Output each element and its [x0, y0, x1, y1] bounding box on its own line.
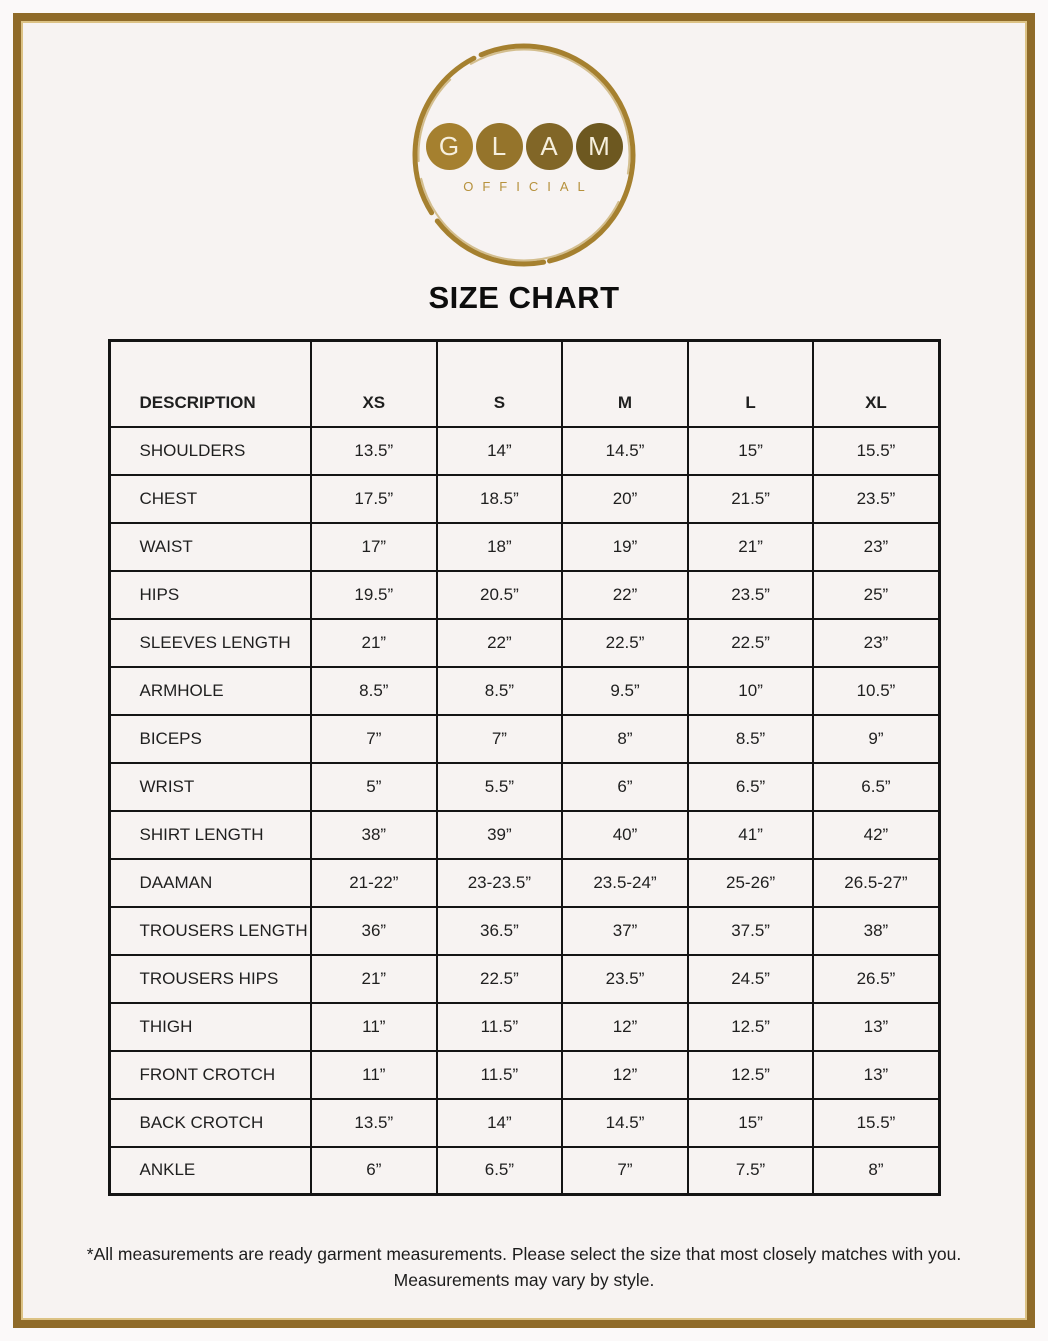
table-row — [109, 427, 939, 475]
measurement-value: 7.5” — [688, 1147, 814, 1195]
measurement-value: 26.5” — [813, 955, 939, 1003]
table-row — [109, 1147, 939, 1195]
measurement-value: 12” — [562, 1051, 688, 1099]
table-row — [109, 763, 939, 811]
measurement-value: 17” — [311, 523, 437, 571]
measurement-label: SHOULDERS — [109, 427, 311, 475]
measurement-value: 22.5” — [688, 619, 814, 667]
measurement-value: 25” — [813, 571, 939, 619]
measurement-value: 13” — [813, 1051, 939, 1099]
measurement-value: 7” — [562, 1147, 688, 1195]
measurement-value: 11.5” — [437, 1051, 563, 1099]
measurement-value: 11” — [311, 1051, 437, 1099]
column-header: S — [437, 341, 563, 427]
measurement-value: 14.5” — [562, 427, 688, 475]
measurement-value: 9” — [813, 715, 939, 763]
measurement-value: 11.5” — [437, 1003, 563, 1051]
measurement-value: 6” — [311, 1147, 437, 1195]
measurement-label: DAAMAN — [109, 859, 311, 907]
table-row — [109, 475, 939, 523]
measurement-value: 6” — [562, 763, 688, 811]
measurement-value: 9.5” — [562, 667, 688, 715]
column-header: M — [562, 341, 688, 427]
measurement-value: 20” — [562, 475, 688, 523]
measurement-value: 12.5” — [688, 1051, 814, 1099]
table-row — [109, 523, 939, 571]
measurement-label: CHEST — [109, 475, 311, 523]
logo-letter-circle: A — [526, 123, 573, 170]
measurement-value: 23.5-24” — [562, 859, 688, 907]
measurement-value: 8” — [562, 715, 688, 763]
logo-letters — [408, 123, 640, 170]
table-row — [109, 571, 939, 619]
measurement-value: 13” — [813, 1003, 939, 1051]
table-header-row — [109, 341, 939, 427]
measurement-value: 22.5” — [562, 619, 688, 667]
measurement-value: 37.5” — [688, 907, 814, 955]
measurement-value: 23-23.5” — [437, 859, 563, 907]
measurement-value: 22” — [562, 571, 688, 619]
size-chart-table — [108, 339, 941, 1196]
decorative-frame — [13, 13, 1035, 1328]
measurement-value: 21” — [311, 619, 437, 667]
measurement-value: 41” — [688, 811, 814, 859]
footer-note — [21, 1241, 1027, 1294]
measurement-value: 25-26” — [688, 859, 814, 907]
measurement-value: 7” — [437, 715, 563, 763]
table-row — [109, 667, 939, 715]
measurement-value: 10” — [688, 667, 814, 715]
measurement-label: TROUSERS HIPS — [109, 955, 311, 1003]
measurement-value: 13.5” — [311, 427, 437, 475]
measurement-value: 24.5” — [688, 955, 814, 1003]
measurement-value: 15.5” — [813, 1099, 939, 1147]
measurement-value: 20.5” — [437, 571, 563, 619]
measurement-label: BACK CROTCH — [109, 1099, 311, 1147]
table-row — [109, 907, 939, 955]
table-row — [109, 715, 939, 763]
measurement-value: 10.5” — [813, 667, 939, 715]
measurement-value: 5.5” — [437, 763, 563, 811]
brand-logo — [408, 39, 640, 271]
measurement-label: ARMHOLE — [109, 667, 311, 715]
measurement-value: 23.5” — [562, 955, 688, 1003]
measurement-value: 39” — [437, 811, 563, 859]
logo-letter-circle: L — [476, 123, 523, 170]
measurement-value: 21” — [311, 955, 437, 1003]
measurement-value: 18” — [437, 523, 563, 571]
measurement-value: 38” — [311, 811, 437, 859]
footer-line1: *All measurements are ready garment measurements. Please select the size that most closely matches with you. — [86, 1244, 962, 1264]
measurement-value: 42” — [813, 811, 939, 859]
measurement-value: 23” — [813, 523, 939, 571]
measurement-value: 15” — [688, 1099, 814, 1147]
table-row — [109, 1003, 939, 1051]
measurement-label: BICEPS — [109, 715, 311, 763]
size-table-body — [109, 427, 939, 1195]
measurement-value: 14.5” — [562, 1099, 688, 1147]
measurement-value: 21” — [688, 523, 814, 571]
measurement-value: 36.5” — [437, 907, 563, 955]
measurement-value: 23” — [813, 619, 939, 667]
measurement-label: WAIST — [109, 523, 311, 571]
logo-letter-circle: G — [426, 123, 473, 170]
measurement-value: 23.5” — [813, 475, 939, 523]
page-title: SIZE CHART — [428, 280, 620, 315]
measurement-label: SLEEVES LENGTH — [109, 619, 311, 667]
measurement-value: 8.5” — [437, 667, 563, 715]
measurement-value: 12.5” — [688, 1003, 814, 1051]
measurement-value: 40” — [562, 811, 688, 859]
measurement-value: 15.5” — [813, 427, 939, 475]
measurement-value: 15” — [688, 427, 814, 475]
measurement-label: WRIST — [109, 763, 311, 811]
measurement-value: 23.5” — [688, 571, 814, 619]
measurement-value: 19” — [562, 523, 688, 571]
column-header: L — [688, 341, 814, 427]
measurement-value: 14” — [437, 1099, 563, 1147]
table-row — [109, 955, 939, 1003]
measurement-value: 14” — [437, 427, 563, 475]
measurement-value: 36” — [311, 907, 437, 955]
column-header: XL — [813, 341, 939, 427]
measurement-value: 37” — [562, 907, 688, 955]
measurement-label: HIPS — [109, 571, 311, 619]
measurement-value: 21.5” — [688, 475, 814, 523]
footer-line2: Measurements may vary by style. — [393, 1270, 655, 1291]
measurement-value: 6.5” — [437, 1147, 563, 1195]
measurement-value: 8.5” — [311, 667, 437, 715]
measurement-value: 13.5” — [311, 1099, 437, 1147]
logo-inner — [408, 123, 640, 194]
column-header: DESCRIPTION — [109, 341, 311, 427]
measurement-value: 6.5” — [813, 763, 939, 811]
measurement-value: 7” — [311, 715, 437, 763]
measurement-value: 22.5” — [437, 955, 563, 1003]
table-row — [109, 1051, 939, 1099]
table-row — [109, 619, 939, 667]
measurement-value: 38” — [813, 907, 939, 955]
measurement-value: 22” — [437, 619, 563, 667]
measurement-value: 6.5” — [688, 763, 814, 811]
measurement-label: TROUSERS LENGTH — [109, 907, 311, 955]
measurement-label: THIGH — [109, 1003, 311, 1051]
logo-subtitle: OFFICIAL — [463, 179, 594, 194]
measurement-label: SHIRT LENGTH — [109, 811, 311, 859]
measurement-value: 19.5” — [311, 571, 437, 619]
measurement-value: 18.5” — [437, 475, 563, 523]
column-header: XS — [311, 341, 437, 427]
table-row — [109, 1099, 939, 1147]
logo-letter-circle: M — [576, 123, 623, 170]
measurement-value: 21-22” — [311, 859, 437, 907]
measurement-value: 8.5” — [688, 715, 814, 763]
measurement-value: 17.5” — [311, 475, 437, 523]
table-row — [109, 811, 939, 859]
measurement-value: 11” — [311, 1003, 437, 1051]
measurement-value: 8” — [813, 1147, 939, 1195]
table-row — [109, 859, 939, 907]
measurement-value: 5” — [311, 763, 437, 811]
measurement-value: 12” — [562, 1003, 688, 1051]
measurement-label: ANKLE — [109, 1147, 311, 1195]
measurement-value: 26.5-27” — [813, 859, 939, 907]
measurement-label: FRONT CROTCH — [109, 1051, 311, 1099]
